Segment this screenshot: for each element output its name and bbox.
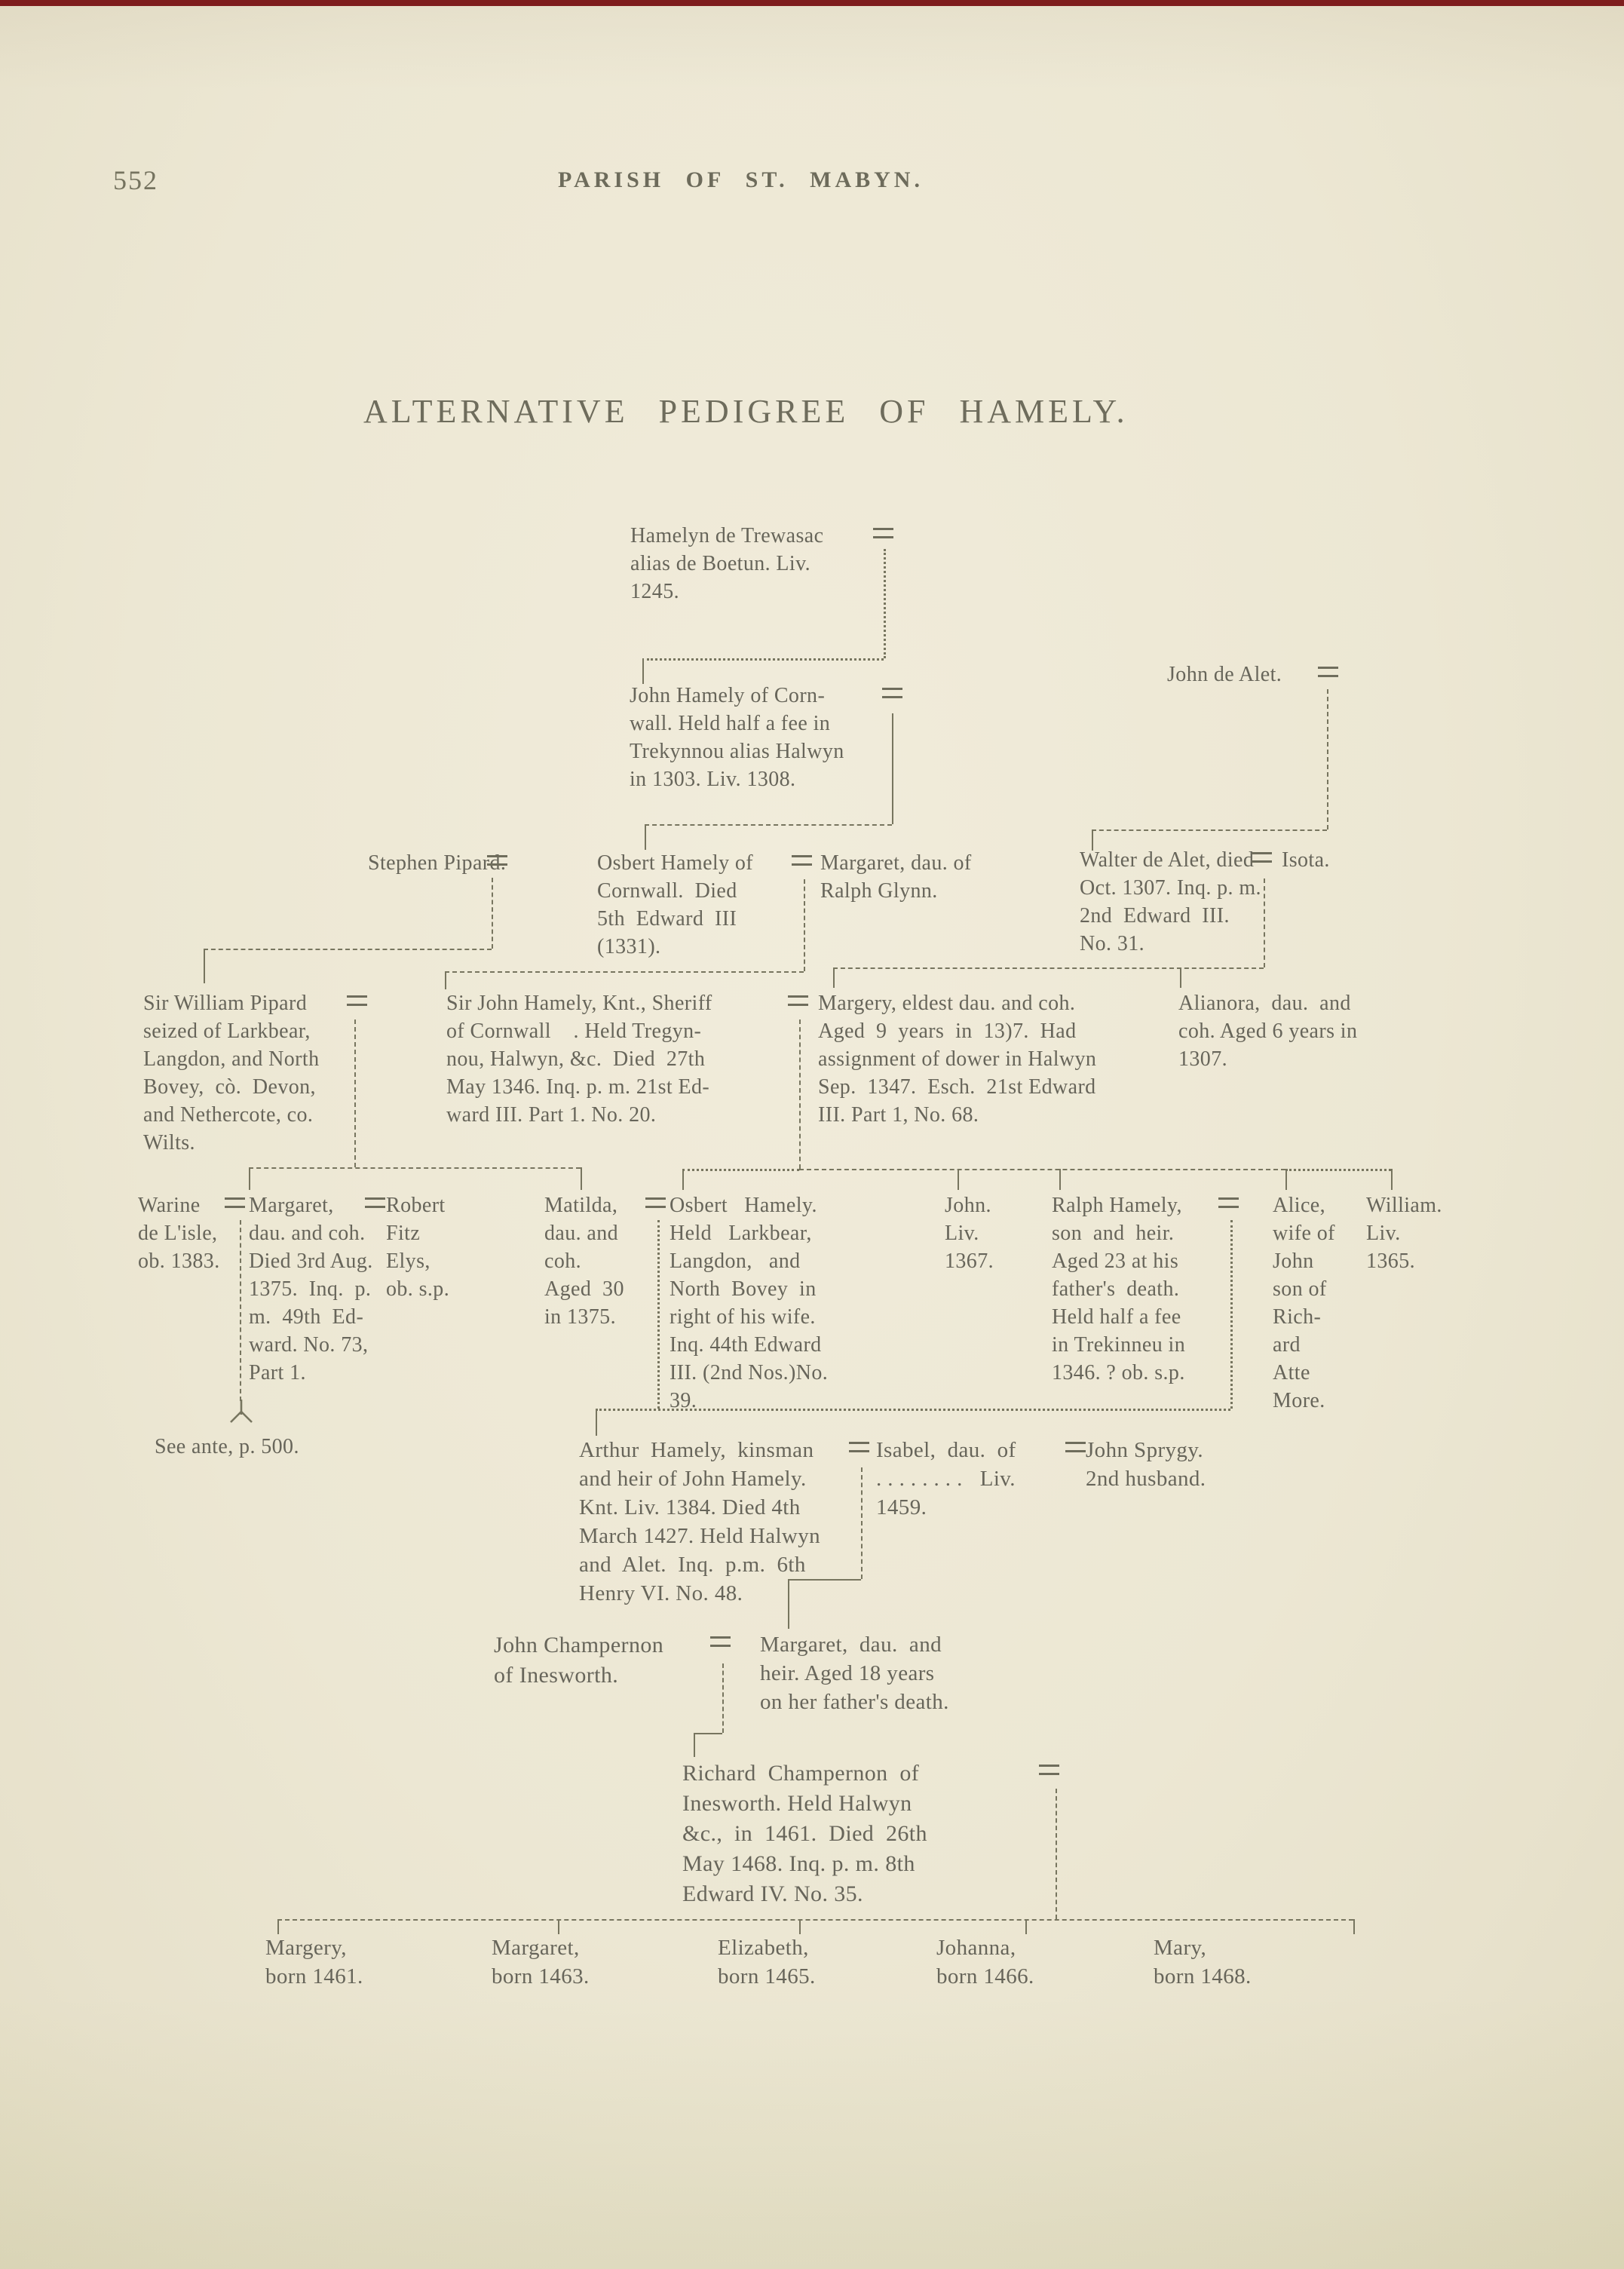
person-margaret-champernon-2: [492, 1933, 590, 1991]
person-text-line: and heir of John Hamely.: [579, 1467, 807, 1491]
descent-line: [958, 1169, 959, 1190]
person-text-line: Margaret, dau. and: [760, 1633, 942, 1657]
person-text-line: Elizabeth,: [718, 1936, 809, 1960]
descent-line: [492, 878, 493, 949]
person-text-line: May 1346. Inq. p. m. 21st Ed-: [446, 1075, 710, 1099]
person-text-line: 1367.: [945, 1249, 994, 1273]
marriage-symbol: [1318, 667, 1338, 677]
person-text-line: wall. Held half a fee in: [630, 712, 831, 735]
person-text-line: Inq. 44th Edward: [670, 1333, 822, 1357]
descent-line: [558, 1919, 559, 1934]
person-text-line: John Hamely of Corn-: [630, 684, 826, 707]
descendants-fork-icon: [228, 1400, 254, 1427]
person-text-line: Inesworth. Held Halwyn: [682, 1791, 912, 1816]
marriage-symbol: [487, 855, 507, 866]
person-text-line: Fitz: [386, 1222, 421, 1245]
marriage-symbol: [882, 688, 902, 698]
marriage-symbol: [710, 1636, 731, 1647]
person-text-line: dau. and: [544, 1222, 619, 1245]
person-text-line: Trekynnou alias Halwyn: [630, 740, 844, 763]
person-text-line: Oct. 1307. Inq. p. m.: [1080, 876, 1261, 900]
descent-line: [1092, 829, 1327, 831]
marriage-symbol: [792, 855, 812, 866]
person-text-line: Aged 23 at his: [1052, 1249, 1179, 1273]
person-margery-champernon: [265, 1933, 363, 1991]
person-text-line: Alice,: [1273, 1194, 1326, 1217]
person-text-line: March 1427. Held Halwyn: [579, 1524, 821, 1548]
person-text-line: No. 31.: [1080, 932, 1145, 955]
descent-line: [722, 1663, 724, 1733]
person-sir-john-hamely: [446, 989, 712, 1129]
person-isabel: [876, 1436, 1016, 1522]
descent-line: [204, 949, 492, 950]
person-text-line: born 1461.: [265, 1964, 363, 1988]
descent-line: [861, 1467, 863, 1579]
person-text-line: Margery, eldest dau. and coh.: [818, 992, 1076, 1015]
person-text-line: More.: [1273, 1389, 1325, 1412]
descent-line: [354, 1020, 356, 1167]
descent-line: [694, 1733, 695, 1757]
person-text-line: ward III. Part 1. No. 20.: [446, 1103, 657, 1127]
person-text-line: Hamelyn de Trewasac: [630, 524, 824, 547]
person-stephen-pipard: [368, 849, 506, 877]
descent-line: [1056, 1789, 1057, 1919]
person-text-line: Elys,: [386, 1249, 431, 1273]
descent-line: [1180, 967, 1181, 988]
person-text-line: Isabel, dau. of: [876, 1438, 1016, 1462]
person-text-line: de L'isle,: [138, 1222, 218, 1245]
person-text-line: William.: [1366, 1194, 1442, 1217]
descent-line: [445, 971, 446, 989]
person-text-line: 1365.: [1366, 1249, 1415, 1273]
person-margaret-glynn: [820, 849, 972, 905]
descent-line: [833, 967, 1264, 969]
descent-line: [1285, 1169, 1391, 1171]
person-text-line: Margaret,: [492, 1936, 580, 1960]
person-text-line: 1346. ? ob. s.p.: [1052, 1361, 1185, 1384]
person-text-line: and Alet. Inq. p.m. 6th: [579, 1553, 806, 1577]
person-text-line: III. Part 1, No. 68.: [818, 1103, 979, 1127]
marriage-symbol: [645, 1197, 666, 1208]
person-text-line: wife of: [1273, 1222, 1335, 1245]
person-text-line: 39.: [670, 1389, 697, 1412]
person-john-sprygy: [1086, 1436, 1206, 1493]
person-text-line: assignment of dower in Halwyn: [818, 1047, 1097, 1071]
descent-line: [596, 1409, 597, 1436]
person-text-line: in 1375.: [544, 1305, 616, 1329]
descent-line: [804, 879, 805, 971]
person-text-line: Aged 30: [544, 1277, 624, 1301]
descent-line: [645, 824, 646, 850]
person-mary-champernon: [1154, 1933, 1252, 1991]
person-text-line: 1245.: [630, 580, 679, 603]
person-text-line: Sir John Hamely, Knt., Sheriff: [446, 992, 712, 1015]
person-text-line: son and heir.: [1052, 1222, 1175, 1245]
person-isota: [1282, 846, 1330, 874]
person-text-line: on her father's death.: [760, 1690, 949, 1714]
person-text-line: Alianora, dau. and: [1178, 992, 1351, 1015]
marriage-symbol: [225, 1197, 245, 1208]
marriage-symbol: [873, 528, 893, 538]
person-text-line: Bovey, cò. Devon,: [143, 1075, 316, 1099]
person-text-line: dau. and coh.: [249, 1222, 366, 1245]
person-text-line: nou, Halwyn, &c. Died 27th: [446, 1047, 706, 1071]
person-text-line: Held half a fee: [1052, 1305, 1181, 1329]
person-text-line: in Trekinneu in: [1052, 1333, 1186, 1357]
person-text-line: ob. 1383.: [138, 1249, 220, 1273]
person-ralph-hamely: [1052, 1191, 1185, 1387]
person-margaret-pipard: [249, 1191, 373, 1387]
person-text-line: Held Larkbear,: [670, 1222, 812, 1245]
descent-line: [277, 1919, 1353, 1921]
person-text-line: born 1465.: [718, 1964, 816, 1988]
marriage-symbol: [1218, 1197, 1239, 1208]
person-sir-william-pipard: [143, 989, 319, 1157]
person-osbert-hamely-1: [597, 849, 753, 961]
person-text-line: Robert: [386, 1194, 446, 1217]
person-richard-champernon: [682, 1758, 927, 1909]
person-text-line: Matilda,: [544, 1194, 618, 1217]
descent-line: [249, 1167, 581, 1169]
person-text-line: Edward IV. No. 35.: [682, 1881, 863, 1906]
person-text-line: Margaret,: [249, 1194, 334, 1217]
person-text-line: of Cornwall . Held Tregyn-: [446, 1020, 702, 1043]
person-text-line: father's death.: [1052, 1277, 1180, 1301]
person-john-hamely-3: [945, 1191, 994, 1275]
marriage-symbol: [347, 995, 367, 1006]
person-text-line: 1307.: [1178, 1047, 1227, 1071]
descent-line: [1327, 689, 1328, 829]
marriage-symbol: [1065, 1442, 1086, 1452]
person-text-line: Sir William Pipard: [143, 992, 308, 1015]
person-text-line: 1375. Inq. p.: [249, 1277, 372, 1301]
pedigree-title: ALTERNATIVE PEDIGREE OF HAMELY.: [363, 393, 1129, 430]
person-text-line: 2nd husband.: [1086, 1467, 1206, 1491]
person-hamelyn-de-trewasac: [630, 522, 823, 606]
descent-line: [682, 1169, 799, 1171]
page-top-edge: [0, 0, 1624, 6]
descent-line: [833, 967, 835, 988]
person-text-line: North Bovey in: [670, 1277, 817, 1301]
person-text-line: Mary,: [1154, 1936, 1207, 1960]
person-text-line: Sep. 1347. Esch. 21st Edward: [818, 1075, 1096, 1099]
person-text-line: Langdon, and: [670, 1249, 801, 1273]
person-johanna-champernon: [936, 1933, 1034, 1991]
person-walter-de-alet: [1080, 846, 1261, 958]
descent-line: [249, 1167, 250, 1190]
descent-line: [445, 971, 804, 973]
person-text-line: Osbert Hamely of: [597, 851, 754, 875]
descent-line: [1025, 1919, 1027, 1934]
person-text-line: Died 3rd Aug.: [249, 1249, 373, 1273]
descent-line: [682, 1169, 684, 1190]
descent-line: [799, 1919, 801, 1934]
person-text-line: Stephen Pipard.: [368, 851, 507, 875]
person-text-line: Osbert Hamely.: [670, 1194, 817, 1217]
person-text-line: coh.: [544, 1249, 582, 1273]
person-arthur-hamely: [579, 1436, 820, 1608]
person-text-line: Walter de Alet, died: [1080, 848, 1255, 872]
person-text-line: son of: [1273, 1277, 1327, 1301]
descent-line: [642, 658, 644, 684]
person-text-line: Margaret, dau. of: [820, 851, 972, 875]
person-osbert-hamely-2: [670, 1191, 828, 1415]
descent-line: [1285, 1169, 1287, 1190]
person-text-line: Part 1.: [249, 1361, 306, 1384]
person-text-line: ward. No. 73,: [249, 1333, 369, 1357]
person-text-line: and Nethercote, co.: [143, 1103, 314, 1127]
person-text-line: Warine: [138, 1194, 201, 1217]
descent-line: [645, 824, 892, 826]
marriage-symbol: [788, 995, 808, 1006]
person-text-line: Liv.: [1366, 1222, 1401, 1245]
descent-line: [788, 1579, 789, 1629]
descent-line: [277, 1919, 279, 1934]
person-text-line: Atte: [1273, 1361, 1310, 1384]
person-text-line: Cornwall. Died: [597, 879, 737, 903]
person-text-line: ard: [1273, 1333, 1301, 1357]
person-text-line: &c., in 1461. Died 26th: [682, 1821, 927, 1846]
person-text-line: 2nd Edward III.: [1080, 904, 1230, 928]
descent-line: [240, 1220, 241, 1401]
person-text-line: born 1463.: [492, 1964, 590, 1988]
person-text-line: See ante, p. 500.: [155, 1435, 299, 1458]
person-text-line: . . . . . . . . Liv.: [876, 1467, 1016, 1491]
person-text-line: John: [1273, 1249, 1314, 1273]
person-text-line: Liv.: [945, 1222, 979, 1245]
person-text-line: III. (2nd Nos.)No.: [670, 1361, 829, 1384]
person-text-line: Knt. Liv. 1384. Died 4th: [579, 1495, 801, 1519]
descent-line: [1059, 1169, 1061, 1190]
descent-line: [596, 1409, 1230, 1411]
marriage-symbol: [1039, 1765, 1059, 1775]
person-text-line: John de Alet.: [1167, 663, 1282, 686]
person-text-line: John.: [945, 1194, 991, 1217]
person-elizabeth-champernon: [718, 1933, 816, 1991]
descent-line: [788, 1579, 861, 1581]
descent-line: [799, 1169, 1285, 1170]
descent-line: [884, 549, 886, 658]
person-text-line: Johanna,: [936, 1936, 1016, 1960]
person-john-de-alet: [1167, 661, 1282, 688]
person-text-line: 1459.: [876, 1495, 927, 1519]
descent-line: [657, 1220, 660, 1409]
descent-line: [1230, 1220, 1233, 1409]
person-alice: [1273, 1191, 1335, 1415]
descent-line: [204, 949, 205, 983]
marriage-symbol: [1252, 852, 1272, 863]
descent-line: [1264, 878, 1265, 967]
person-warine-de-lisle: [138, 1191, 220, 1275]
person-text-line: alias de Boetun. Liv.: [630, 552, 811, 575]
person-text-line: John Sprygy.: [1086, 1438, 1203, 1462]
descent-line: [1092, 829, 1093, 851]
person-text-line: coh. Aged 6 years in: [1178, 1020, 1358, 1043]
person-matilda: [544, 1191, 624, 1331]
person-text-line: seized of Larkbear,: [143, 1020, 311, 1043]
person-william-more: [1366, 1191, 1442, 1275]
person-text-line: of Inesworth.: [494, 1663, 619, 1688]
person-text-line: m. 49th Ed-: [249, 1305, 364, 1329]
running-header: PARISH OF ST. MABYN.: [558, 167, 924, 192]
person-text-line: born 1466.: [936, 1964, 1034, 1988]
person-see-ante-note: [155, 1433, 299, 1461]
person-robert-fitz-elys: [386, 1191, 449, 1303]
marriage-symbol: [365, 1197, 385, 1208]
person-text-line: 5th Edward III: [597, 907, 737, 931]
person-text-line: Richard Champernon of: [682, 1761, 920, 1786]
page-number: 552: [113, 165, 158, 195]
descent-line: [892, 713, 893, 824]
person-margery-hamely: [818, 989, 1096, 1129]
person-text-line: Rich-: [1273, 1305, 1322, 1329]
descent-line: [647, 658, 884, 661]
person-john-hamely-1: [630, 682, 844, 793]
descent-line: [1353, 1919, 1355, 1934]
person-text-line: Aged 9 years in 13)7. Had: [818, 1020, 1077, 1043]
person-text-line: Henry VI. No. 48.: [579, 1581, 743, 1605]
person-text-line: born 1468.: [1154, 1964, 1252, 1988]
person-john-champernon: [494, 1630, 663, 1691]
person-text-line: (1331).: [597, 935, 661, 958]
person-text-line: Margery,: [265, 1936, 347, 1960]
marriage-symbol: [849, 1442, 869, 1452]
descent-line: [581, 1167, 582, 1190]
descent-line: [799, 1020, 801, 1169]
person-text-line: in 1303. Liv. 1308.: [630, 768, 796, 791]
descent-line: [1391, 1169, 1393, 1190]
person-text-line: Ralph Glynn.: [820, 879, 938, 903]
person-text-line: ob. s.p.: [386, 1277, 450, 1301]
descent-line: [694, 1733, 722, 1734]
person-text-line: heir. Aged 18 years: [760, 1661, 935, 1685]
person-alianora: [1178, 989, 1357, 1073]
person-text-line: right of his wife.: [670, 1305, 816, 1329]
person-text-line: Ralph Hamely,: [1052, 1194, 1182, 1217]
person-text-line: May 1468. Inq. p. m. 8th: [682, 1851, 915, 1876]
person-text-line: John Champernon: [494, 1633, 664, 1657]
person-text-line: Arthur Hamely, kinsman: [579, 1438, 814, 1462]
person-text-line: Langdon, and North: [143, 1047, 320, 1071]
person-text-line: Isota.: [1282, 848, 1330, 872]
person-text-line: Wilts.: [143, 1131, 195, 1154]
person-margaret-champernon: [760, 1630, 949, 1716]
